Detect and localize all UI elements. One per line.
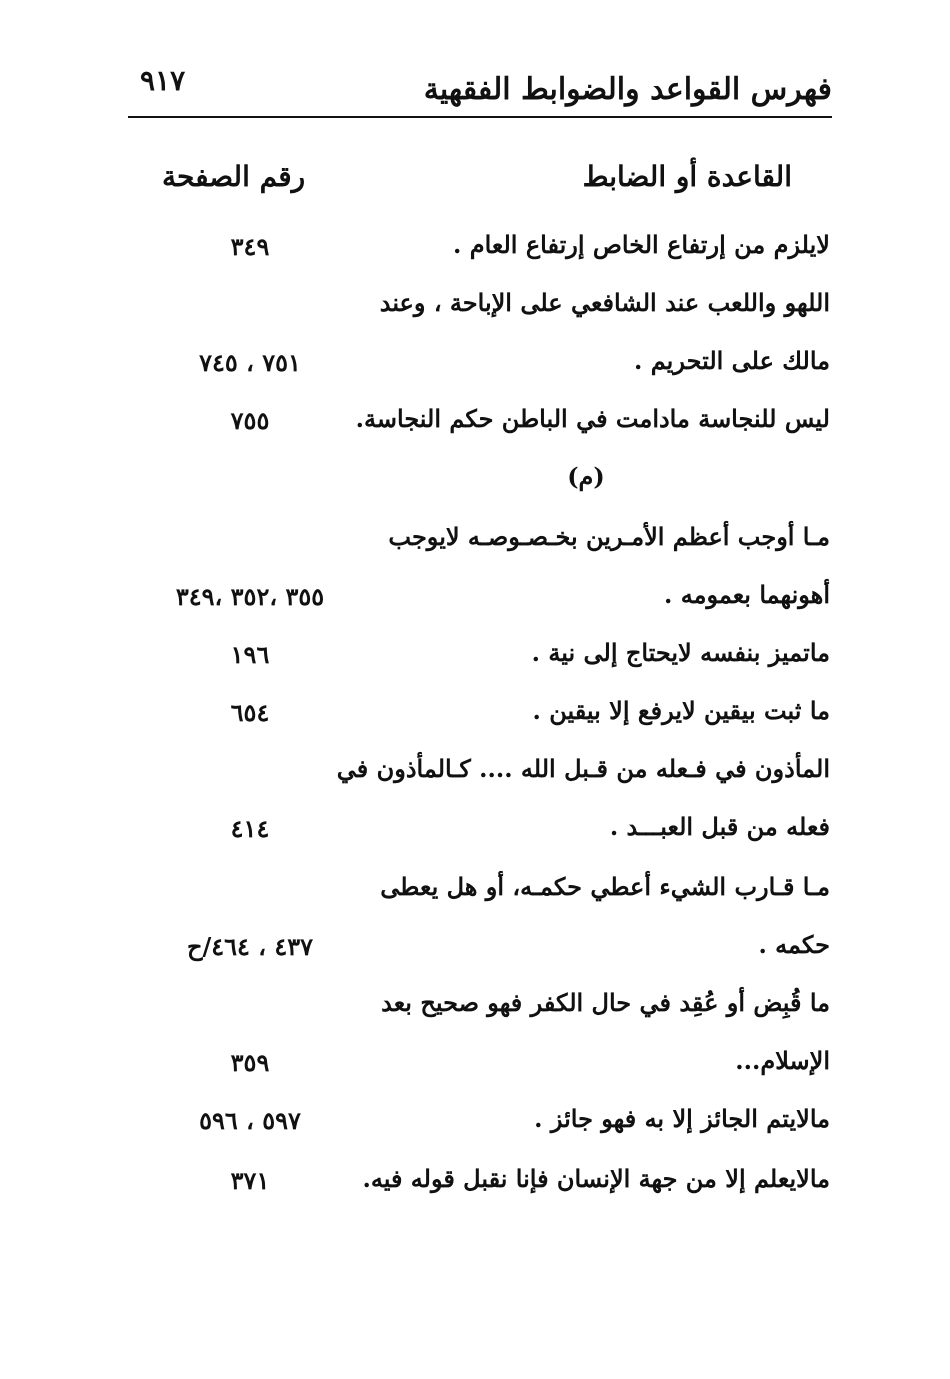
rule-text: مـا قـارب الشيء أعطي حكمـه، أو هل يعطى (380, 872, 830, 901)
rule-text: ما ثبت بيقين لايرفع إلا بيقين . (532, 696, 830, 725)
rule-text: لايلزم من إرتفاع الخاص إرتفاع العام . (453, 230, 830, 259)
section-letter-row (0, 462, 950, 502)
index-row (0, 1104, 950, 1144)
rule-text: اللهو واللعب عند الشافعي على الإباحة ، وعند (379, 288, 830, 317)
rule-text: مالايتم الجائز إلا به فهو جائز . (534, 1104, 830, 1133)
rule-text: فعله من قبل العبـــد . (609, 812, 830, 841)
rule-text: ما قُبِض أو عُقِد في حال الكفر فهو صحيح بعد (381, 988, 830, 1017)
rule-text: مالك على التحريم . (633, 346, 830, 375)
page-refs: ٣٥٥ ،٣٥٢ ،٣٤٩ (175, 582, 325, 611)
page-number: ٩١٧ (140, 64, 186, 97)
page-refs: ٤١٤ (230, 814, 270, 843)
index-row (0, 522, 950, 562)
page-refs: ١٩٦ (230, 640, 270, 669)
page-refs: ٤٣٧ ، ٤٦٤/ح (186, 932, 314, 961)
index-row (0, 754, 950, 794)
column-header-rule: القاعدة أو الضابط (582, 160, 792, 193)
index-row (0, 288, 950, 328)
rule-text: مـا أوجب أعظم الأمـرين بخـصـوصـه لايوجب (388, 522, 830, 551)
index-row (0, 872, 950, 912)
page-refs: ٦٥٤ (230, 698, 270, 727)
rule-text: الإسلام... (735, 1046, 830, 1075)
index-row (0, 1046, 950, 1086)
page-refs: ٥٩٧ ، ٥٩٦ (199, 1106, 301, 1135)
index-row (0, 346, 950, 386)
rule-text: حكمه . (758, 930, 830, 959)
page-refs: ٧٥٥ (230, 406, 270, 435)
section-letter: (م) (567, 462, 605, 491)
column-header-page-number: رقم الصفحة (162, 160, 306, 193)
rule-text: ماتميز بنفسه لايحتاج إلى نية . (531, 638, 830, 667)
rule-text: ليس للنجاسة مادامت في الباطن حكم النجاسة. (355, 404, 830, 433)
page-refs: ٣٤٩ (230, 232, 270, 261)
index-row (0, 404, 950, 444)
rule-text: أهونهما بعمومه . (664, 580, 830, 609)
rule-text: المأذون في فـعله من قـبل الله .... كـالمأذون في (336, 754, 830, 783)
index-row (0, 930, 950, 970)
page-header-title: فهرس القواعد والضوابط الفقهية (423, 72, 832, 107)
index-row (0, 696, 950, 736)
index-row (0, 638, 950, 678)
rule-text: مالايعلم إلا من جهة الإنسان فإنا نقبل قوله فيه. (362, 1164, 830, 1193)
index-row (0, 580, 950, 620)
page-refs: ٣٧١ (230, 1166, 270, 1195)
index-row (0, 812, 950, 852)
page-refs: ٧٥١ ، ٧٤٥ (199, 348, 301, 377)
page-refs: ٣٥٩ (230, 1048, 270, 1077)
index-row (0, 230, 950, 270)
index-row (0, 988, 950, 1028)
index-row (0, 1164, 950, 1204)
